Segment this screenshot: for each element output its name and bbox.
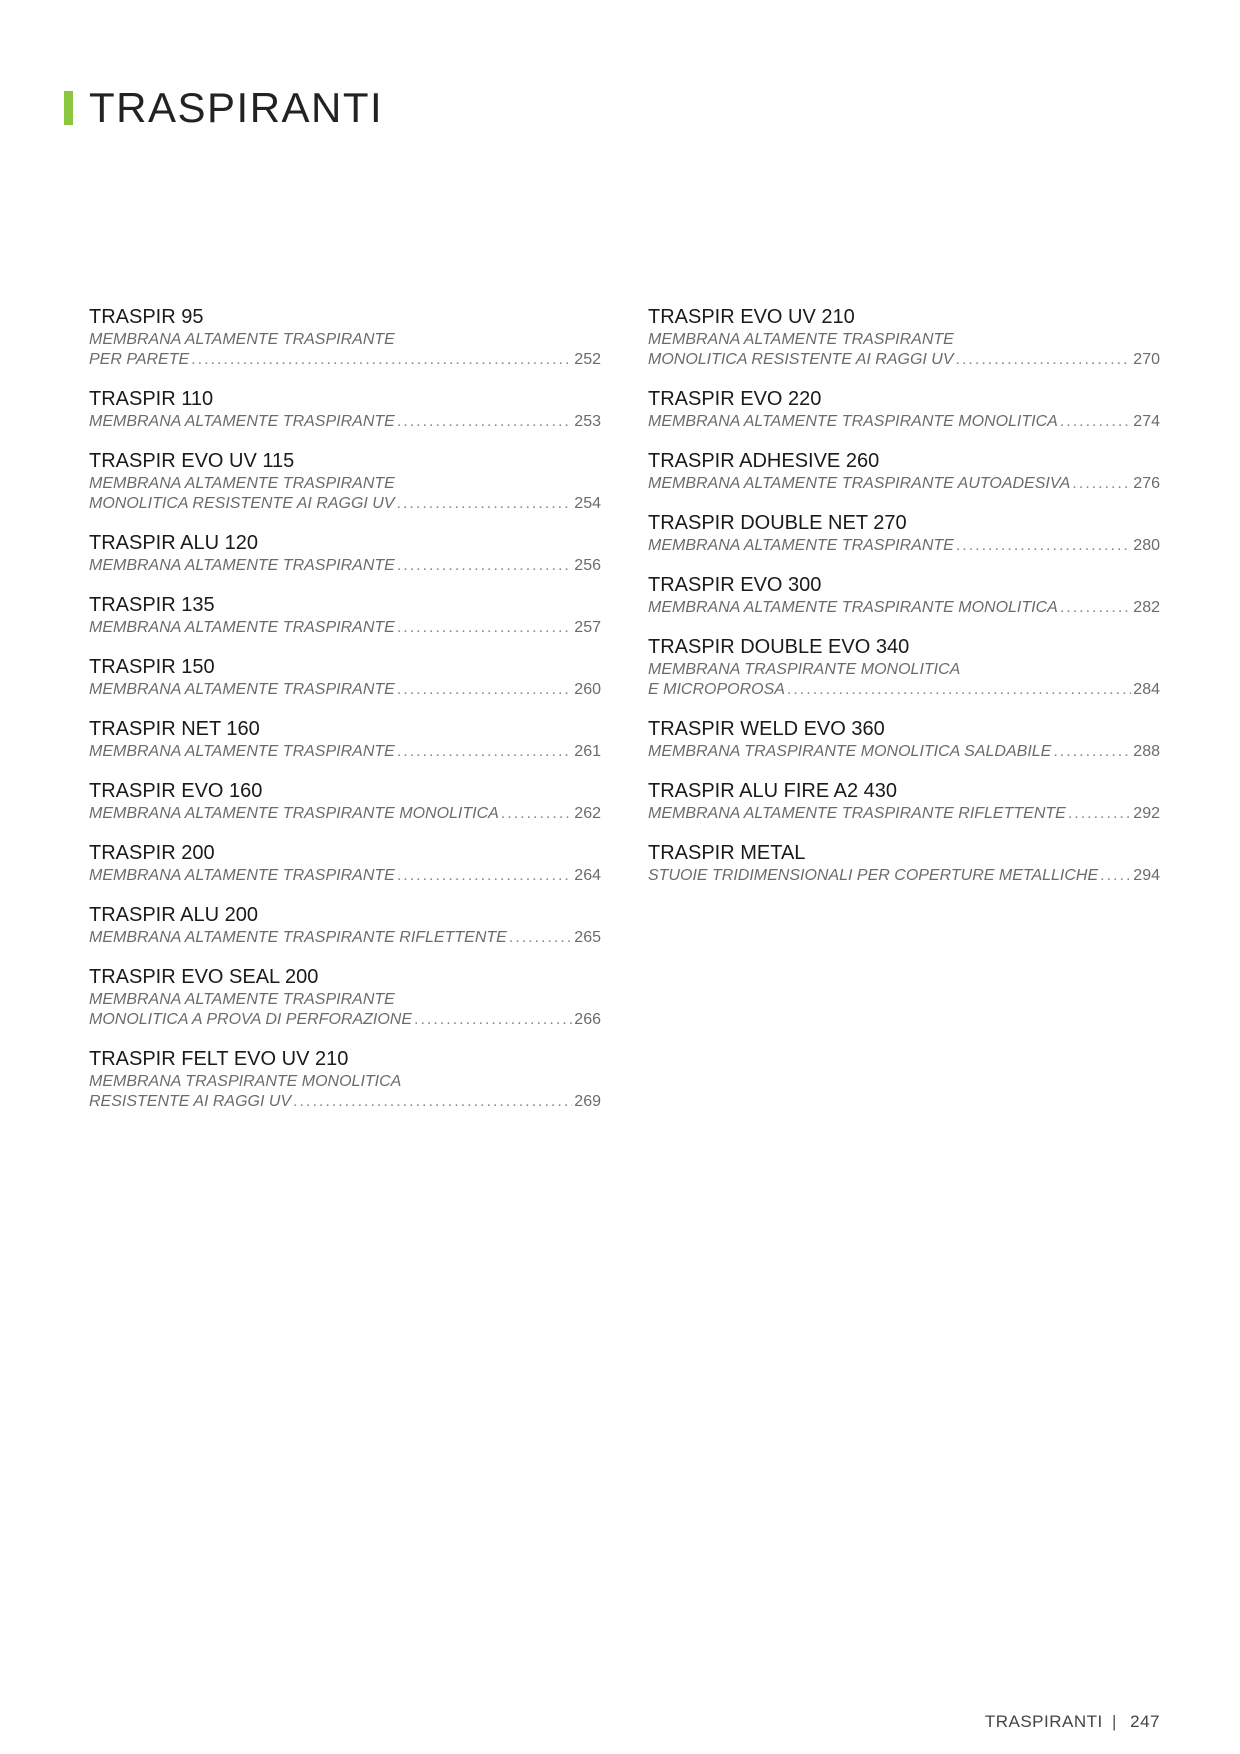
toc-entry-description-line [648, 474, 1160, 494]
toc-entry-description: MEMBRANA ALTAMENTE TRASPIRANTE [89, 867, 395, 884]
toc-entry-description-line [89, 330, 601, 350]
toc-entry[interactable] [89, 448, 601, 514]
dot-leader [397, 412, 572, 432]
toc-entry-page-number: 252 [574, 351, 601, 368]
toc-column-left [89, 304, 601, 1128]
toc-entry[interactable] [648, 510, 1160, 556]
toc-entry-title: TRASPIR 150 [89, 656, 215, 678]
dot-leader [787, 680, 1131, 700]
toc-entry[interactable] [89, 964, 601, 1030]
toc-entry-description: MEMBRANA ALTAMENTE TRASPIRANTE [89, 991, 395, 1008]
toc-entry-description-line [89, 680, 601, 700]
dot-leader [397, 866, 572, 886]
toc-entry-title: TRASPIR EVO UV 210 [648, 306, 855, 328]
toc-entry-title: TRASPIR EVO 160 [89, 780, 263, 802]
toc-entry-description: MONOLITICA A PROVA DI PERFORAZIONE [89, 1011, 413, 1028]
toc-entry-description-line [648, 660, 1160, 680]
toc-entry-description: MEMBRANA ALTAMENTE TRASPIRANTE [648, 537, 954, 554]
toc-entry-description-line [648, 742, 1160, 762]
toc-entry-description: MEMBRANA ALTAMENTE TRASPIRANTE [89, 413, 395, 430]
toc-entry-description-line [89, 866, 601, 886]
toc-entry-title: TRASPIR FELT EVO UV 210 [89, 1048, 349, 1070]
toc-entry-description: MEMBRANA TRASPIRANTE MONOLITICA [648, 661, 961, 678]
toc-entry-page-number: 254 [574, 495, 601, 512]
toc-entry-description: MEMBRANA ALTAMENTE TRASPIRANTE MONOLITICA [648, 599, 1058, 616]
page-title: TRASPIRANTI [89, 84, 384, 131]
footer-section: TRASPIRANTI [984, 1712, 1103, 1731]
toc-entry-page-number: 282 [1133, 599, 1160, 616]
toc-entry-title: TRASPIR 200 [89, 842, 215, 864]
dot-leader [397, 680, 572, 700]
dot-leader [1060, 412, 1131, 432]
dot-leader [397, 742, 572, 762]
toc-entry[interactable] [89, 530, 601, 576]
toc-entry[interactable] [648, 840, 1160, 886]
toc-entry-title: TRASPIR ADHESIVE 260 [648, 450, 880, 472]
toc-entry-description: PER PARETE [89, 351, 190, 368]
toc-entry-page-number: 288 [1133, 743, 1160, 760]
toc-entry-title: TRASPIR METAL [648, 842, 806, 864]
toc-entry-description: RESISTENTE AI RAGGI UV [89, 1093, 292, 1110]
toc-entry[interactable] [648, 386, 1160, 432]
toc-entry-title: TRASPIR EVO 220 [648, 388, 822, 410]
toc-entry-title: TRASPIR EVO SEAL 200 [89, 966, 319, 988]
toc-entry-description-line [648, 330, 1160, 350]
dot-leader [1053, 742, 1131, 762]
toc-entry-description: MEMBRANA ALTAMENTE TRASPIRANTE [89, 557, 395, 574]
accent-bar [64, 91, 73, 125]
toc-entry-page-number: 269 [574, 1093, 601, 1110]
toc-column-right [648, 304, 1160, 902]
footer-page-number: 247 [1130, 1712, 1160, 1731]
dot-leader [1060, 598, 1131, 618]
toc-entry-page-number: 264 [574, 867, 601, 884]
dot-leader [397, 618, 572, 638]
toc-entry-description: MEMBRANA ALTAMENTE TRASPIRANTE [648, 331, 954, 348]
toc-entry[interactable] [89, 716, 601, 762]
toc-entry-page-number: 292 [1133, 805, 1160, 822]
toc-entry-description-line [89, 742, 601, 762]
toc-entry-page-number: 276 [1133, 475, 1160, 492]
toc-entry-title: TRASPIR ALU 200 [89, 904, 258, 926]
toc-entry-description-line [89, 350, 601, 370]
toc-entry-page-number: 265 [574, 929, 601, 946]
toc-entry-description: STUOIE TRIDIMENSIONALI PER COPERTURE METALLICHE [648, 867, 1099, 884]
page-footer [985, 1712, 1160, 1732]
dot-leader [397, 494, 573, 514]
footer-separator: | [1111, 1712, 1117, 1731]
dot-leader [293, 1092, 572, 1112]
page-header [64, 84, 383, 132]
toc-entry-title: TRASPIR ALU FIRE A2 430 [648, 780, 897, 802]
toc-entry-title: TRASPIR EVO 300 [648, 574, 822, 596]
toc-entry-page-number: 274 [1133, 413, 1160, 430]
toc-entry-description-line [89, 1092, 601, 1112]
toc-entry-description-line [89, 474, 601, 494]
toc-entry-description: MEMBRANA ALTAMENTE TRASPIRANTE [89, 331, 395, 348]
dot-leader [191, 350, 572, 370]
toc-entry[interactable] [89, 778, 601, 824]
toc-entry-description: E MICROPOROSA [648, 681, 785, 698]
toc-entry-description: MEMBRANA ALTAMENTE TRASPIRANTE AUTOADESIVA [648, 475, 1071, 492]
toc-entry-page-number: 280 [1133, 537, 1160, 554]
toc-entry-description: MONOLITICA RESISTENTE AI RAGGI UV [89, 495, 395, 512]
dot-leader [1072, 474, 1131, 494]
toc-entry[interactable] [648, 778, 1160, 824]
toc-entry-description-line [89, 990, 601, 1010]
toc-entry-description: MONOLITICA RESISTENTE AI RAGGI UV [648, 351, 954, 368]
toc-entry[interactable] [648, 448, 1160, 494]
toc-entry-page-number: 270 [1133, 351, 1160, 368]
toc-entry-description-line [89, 618, 601, 638]
toc-entry-description-line [89, 928, 601, 948]
dot-leader [501, 804, 572, 824]
toc-entry-description-line [648, 804, 1160, 824]
dot-leader [956, 536, 1131, 556]
toc-entry-page-number: 294 [1133, 867, 1160, 884]
toc-entry-description: MEMBRANA ALTAMENTE TRASPIRANTE RIFLETTENTE [648, 805, 1066, 822]
toc-entry-description: MEMBRANA ALTAMENTE TRASPIRANTE [89, 475, 395, 492]
toc-entry-page-number: 257 [574, 619, 601, 636]
toc-entry-page-number: 253 [574, 413, 601, 430]
toc-entry-title: TRASPIR WELD EVO 360 [648, 718, 885, 740]
toc-entry-description-line [89, 1072, 601, 1092]
toc-entry-title: TRASPIR 135 [89, 594, 215, 616]
dot-leader [1068, 804, 1131, 824]
toc-entry-description: MEMBRANA ALTAMENTE TRASPIRANTE [89, 743, 395, 760]
toc-entry[interactable] [89, 1046, 601, 1112]
toc-entry[interactable] [89, 654, 601, 700]
toc-entry[interactable] [89, 592, 601, 638]
toc-entry-description-line [648, 536, 1160, 556]
toc-entry[interactable] [89, 304, 601, 370]
toc-entry-page-number: 284 [1133, 681, 1160, 698]
dot-leader [414, 1010, 572, 1030]
toc-entry[interactable] [648, 716, 1160, 762]
toc-entry-description: MEMBRANA ALTAMENTE TRASPIRANTE MONOLITICA [89, 805, 499, 822]
toc-entry-title: TRASPIR DOUBLE EVO 340 [648, 636, 910, 658]
toc-entry-page-number: 261 [574, 743, 601, 760]
toc-entry[interactable] [648, 572, 1160, 618]
dot-leader [509, 928, 572, 948]
toc-entry-title: TRASPIR 110 [89, 388, 214, 410]
toc-entry-description-line [89, 1010, 601, 1030]
toc-entry[interactable] [89, 386, 601, 432]
toc-entry[interactable] [89, 840, 601, 886]
toc-entry-title: TRASPIR ALU 120 [89, 532, 258, 554]
toc-entry-description: MEMBRANA TRASPIRANTE MONOLITICA [89, 1073, 402, 1090]
toc-entry-description-line [648, 680, 1160, 700]
dot-leader [1100, 866, 1131, 886]
toc-entry-description: MEMBRANA ALTAMENTE TRASPIRANTE MONOLITICA [648, 413, 1058, 430]
toc-entry-description-line [648, 412, 1160, 432]
toc-entry-description: MEMBRANA TRASPIRANTE MONOLITICA SALDABILE [648, 743, 1052, 760]
toc-entry-description-line [89, 556, 601, 576]
toc-entry-title: TRASPIR DOUBLE NET 270 [648, 512, 907, 534]
toc-entry-title: TRASPIR 95 [89, 306, 204, 328]
toc-entry-description-line [648, 598, 1160, 618]
toc-entry[interactable] [89, 902, 601, 948]
toc-entry[interactable] [648, 304, 1160, 370]
toc-entry-title: TRASPIR EVO UV 115 [89, 450, 295, 472]
toc-entry-page-number: 260 [574, 681, 601, 698]
toc-entry-description-line [648, 866, 1160, 886]
toc-entry-title: TRASPIR NET 160 [89, 718, 260, 740]
toc-entry-page-number: 256 [574, 557, 601, 574]
toc-entry-description-line [648, 350, 1160, 370]
toc-entry-page-number: 262 [574, 805, 601, 822]
toc-entry-description-line [89, 804, 601, 824]
dot-leader [397, 556, 572, 576]
toc-entry-page-number: 266 [574, 1011, 601, 1028]
toc-entry-description-line [89, 494, 601, 514]
toc-entry[interactable] [648, 634, 1160, 700]
toc-entry-description: MEMBRANA ALTAMENTE TRASPIRANTE [89, 681, 395, 698]
toc-entry-description: MEMBRANA ALTAMENTE TRASPIRANTE RIFLETTENTE [89, 929, 507, 946]
toc-entry-description-line [89, 412, 601, 432]
dot-leader [956, 350, 1132, 370]
toc-entry-description: MEMBRANA ALTAMENTE TRASPIRANTE [89, 619, 395, 636]
